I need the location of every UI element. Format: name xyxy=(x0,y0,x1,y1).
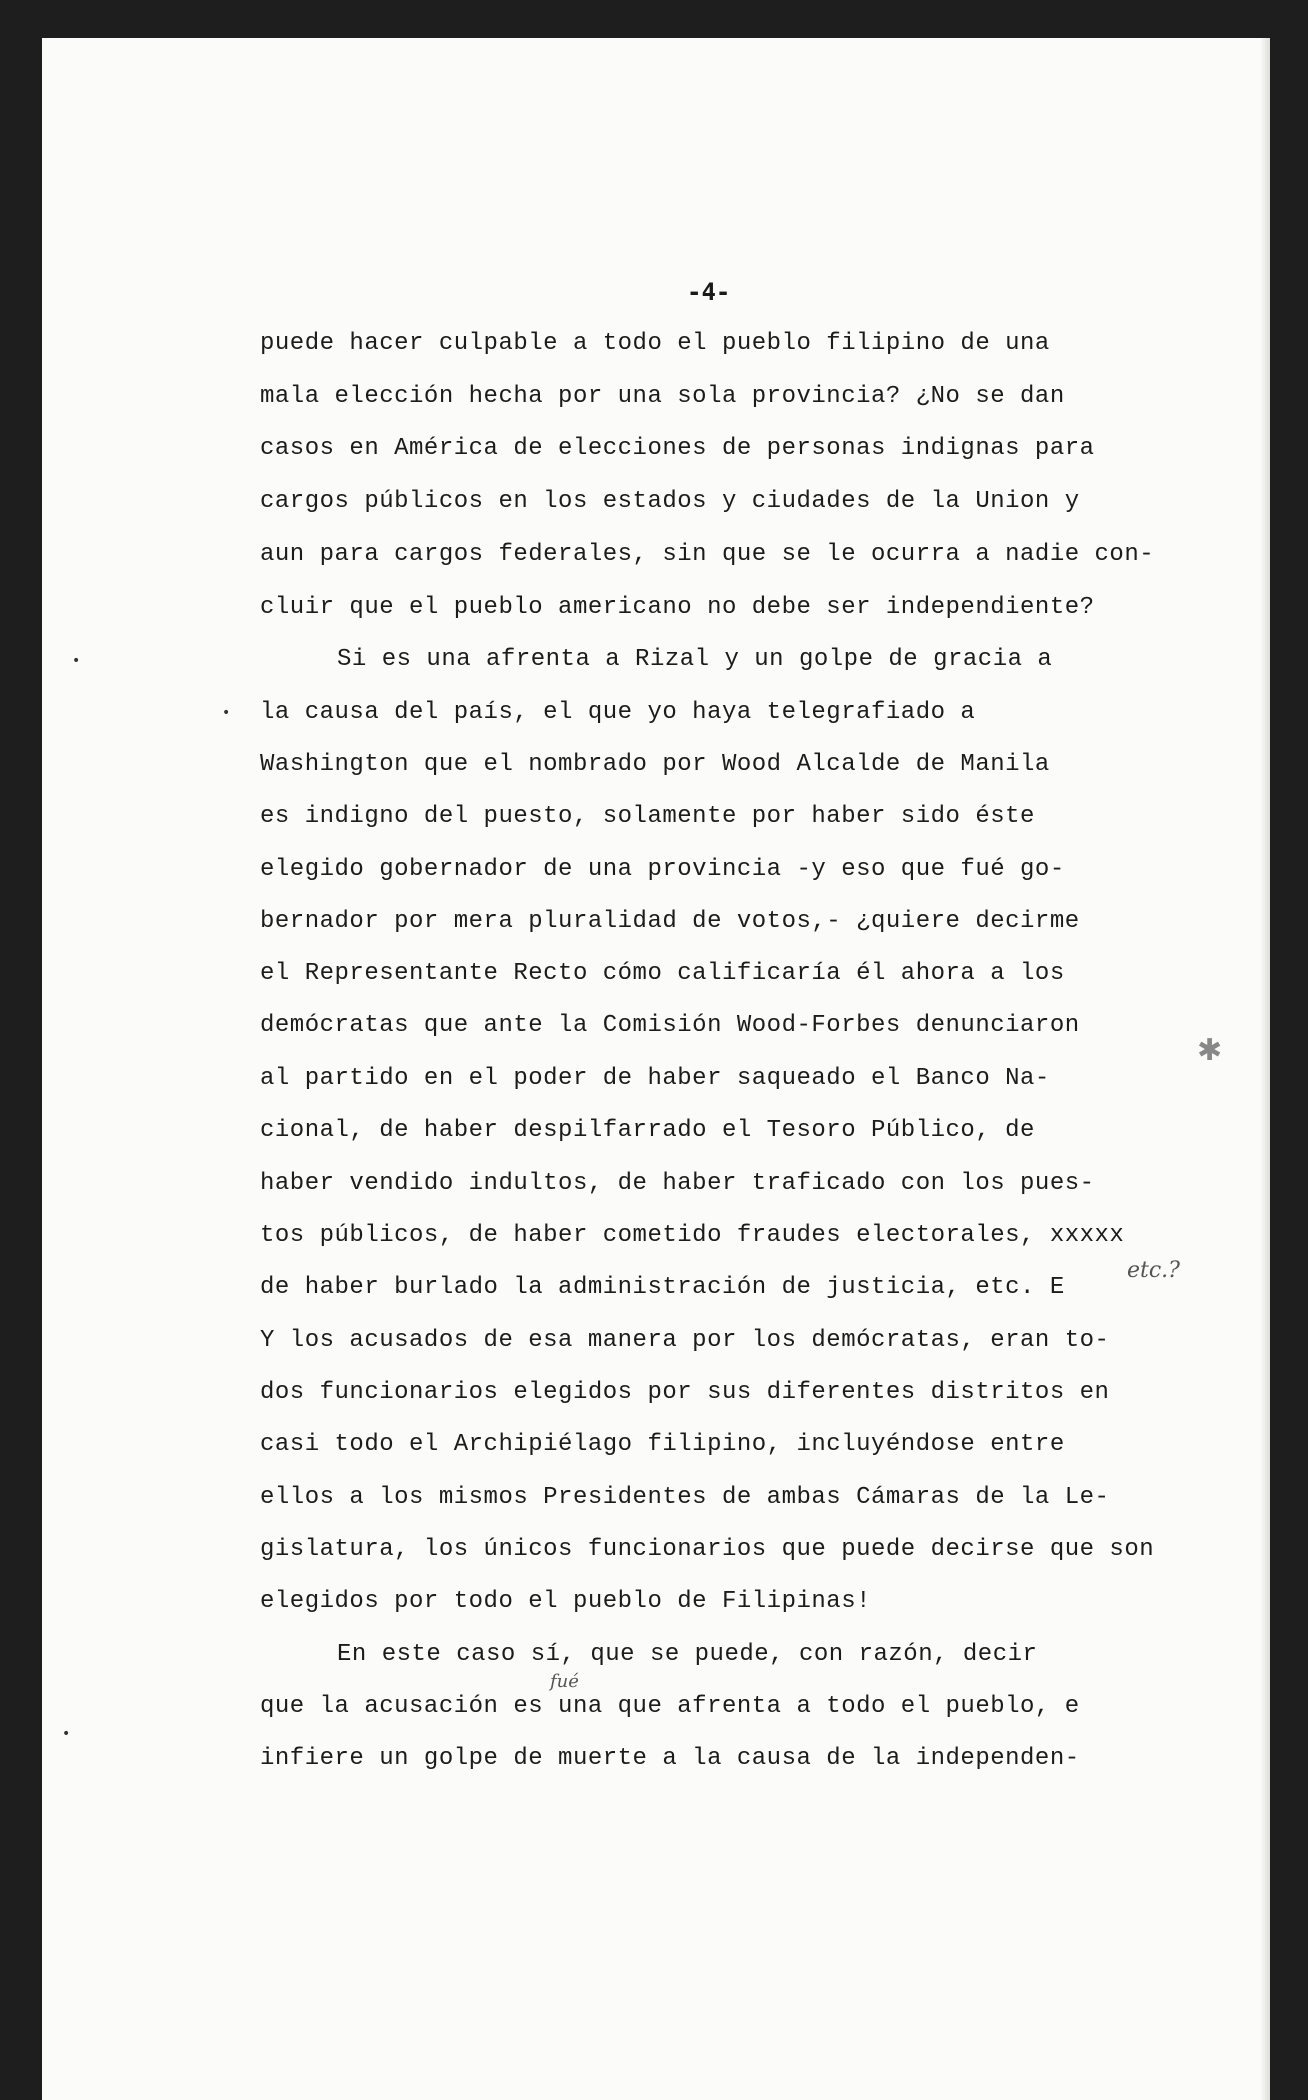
page-number: -4- xyxy=(687,278,731,306)
text-line: mala elección hecha por una sola provincia? ¿No se dan xyxy=(260,383,1065,410)
text-line: elegidos por todo el pueblo de Filipinas! xyxy=(260,1588,871,1615)
text-line: cargos públicos en los estados y ciudades de la Union y xyxy=(260,488,1080,515)
handwritten-fue-annotation: fué xyxy=(550,1671,579,1692)
text-line: En este caso sí, que se puede, con razón, decir xyxy=(337,1641,1038,1668)
text-line: bernador por mera pluralidad de votos,- ¿quiere decirme xyxy=(260,908,1080,935)
text-line: Si es una afrenta a Rizal y un golpe de gracia a xyxy=(337,646,1053,673)
text-line: infiere un golpe de muerte a la causa de la independen- xyxy=(260,1745,1080,1772)
text-line: Washington que el nombrado por Wood Alcalde de Manila xyxy=(260,751,1050,778)
margin-dot: • xyxy=(72,653,81,669)
document-page xyxy=(42,38,1270,2100)
text-line: que la acusación es una que afrenta a todo el pueblo, e xyxy=(260,1693,1080,1720)
margin-dot: • xyxy=(222,705,231,721)
text-line: dos funcionarios elegidos por sus diferentes distritos en xyxy=(260,1379,1110,1406)
text-line: demócratas que ante la Comisión Wood-Forbes denunciaron xyxy=(260,1012,1080,1039)
margin-dot: • xyxy=(62,1726,71,1742)
text-line: al partido en el poder de haber saqueado el Banco Na- xyxy=(260,1065,1050,1092)
text-line: cluir que el pueblo americano no debe ser independiente? xyxy=(260,594,1095,621)
text-line: casi todo el Archipiélago filipino, incluyéndose entre xyxy=(260,1431,1065,1458)
text-line: elegido gobernador de una provincia -y eso que fué go- xyxy=(260,856,1065,883)
handwritten-etc-annotation: etc.? xyxy=(1127,1258,1180,1283)
margin-smudge: ✱ xyxy=(1197,1033,1223,1068)
text-line: tos públicos, de haber cometido fraudes electorales, xxxxx xyxy=(260,1222,1125,1249)
text-line: puede hacer culpable a todo el pueblo filipino de una xyxy=(260,330,1050,357)
text-line: Y los acusados de esa manera por los demócratas, eran to- xyxy=(260,1327,1110,1354)
text-line: haber vendido indultos, de haber traficado con los pues- xyxy=(260,1170,1095,1197)
text-line: la causa del país, el que yo haya telegrafiado a xyxy=(260,699,976,726)
text-line: ellos a los mismos Presidentes de ambas Cámaras de la Le- xyxy=(260,1484,1110,1511)
text-line: casos en América de elecciones de personas indignas para xyxy=(260,435,1095,462)
text-line: es indigno del puesto, solamente por haber sido éste xyxy=(260,803,1035,830)
text-line: cional, de haber despilfarrado el Tesoro Público, de xyxy=(260,1117,1035,1144)
text-line: aun para cargos federales, sin que se le ocurra a nadie con- xyxy=(260,541,1155,568)
text-line: el Representante Recto cómo calificaría él ahora a los xyxy=(260,960,1065,987)
text-line: gislatura, los únicos funcionarios que puede decirse que son xyxy=(260,1536,1155,1563)
text-line: de haber burlado la administración de justicia, etc. E xyxy=(260,1274,1065,1301)
page-edge-shadow xyxy=(1260,38,1270,2100)
